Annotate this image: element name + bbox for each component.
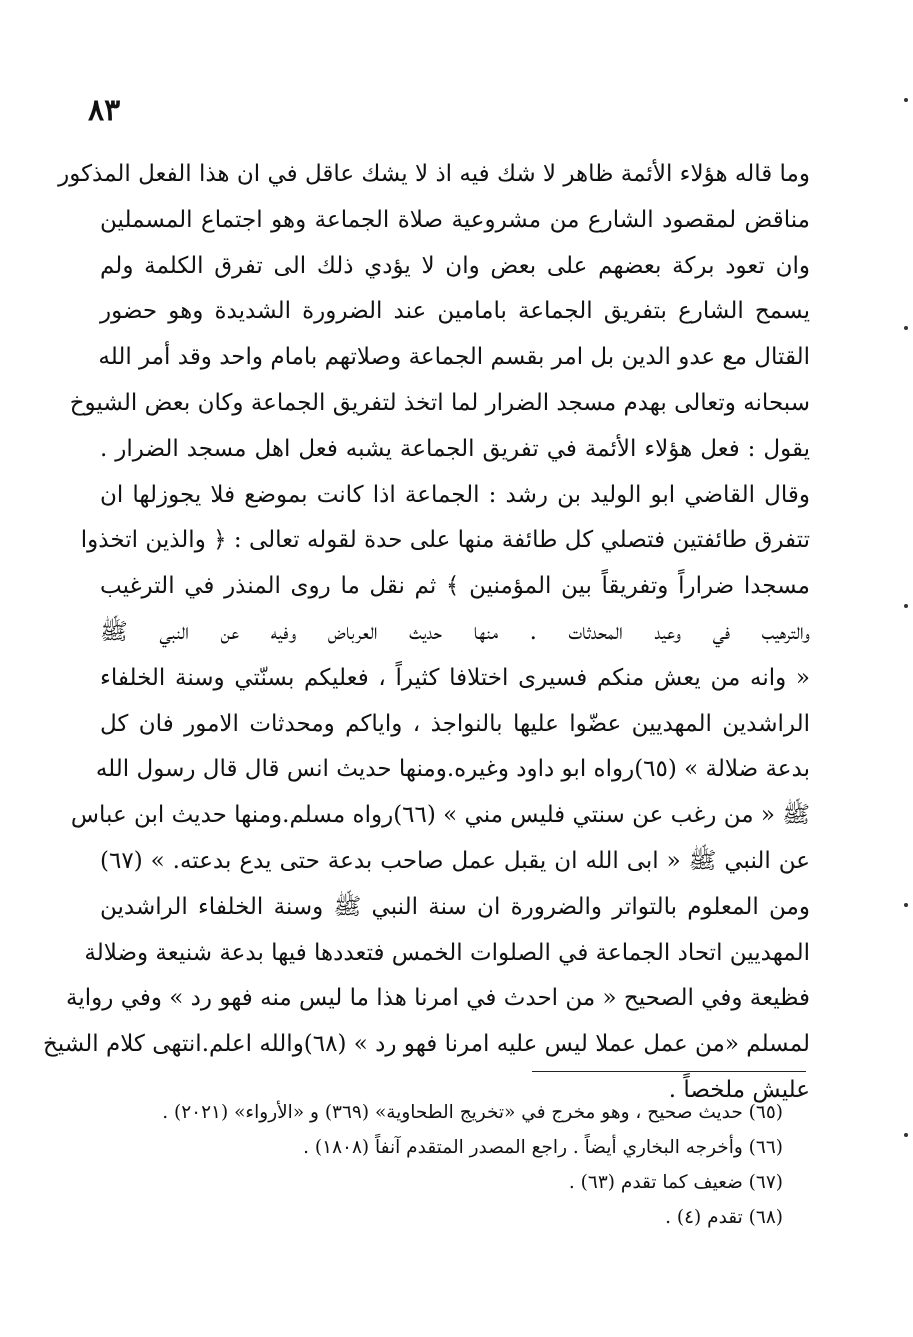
text-line: « وانه من يعش منكم فسيرى اختلافا كثيراً ، فعليكم بسنّتي وسنة الخلفاء <box>100 664 810 691</box>
text-line: ومن المعلوم بالتواتر والضرورة ان سنة النبي ﷺ وسنة الخلفاء الراشدين <box>100 893 810 920</box>
main-text <box>42 152 810 1114</box>
footnote: (٦٥) حديث صحيح ، وهو مخرج في «تخريج الطحاوية» (٣٦٩) و «الأرواء» (٢٠٢١) . <box>162 1102 783 1123</box>
scan-speck <box>904 326 908 330</box>
text-line: يقول : فعل هؤلاء الأئمة في تفريق الجماعة يشبه فعل اهل مسجد الضرار . <box>100 435 810 462</box>
scan-speck <box>904 98 908 102</box>
text-line: وان تعود بركة بعضهم على بعض وان لا يؤدي ذلك الى تفرق الكلمة ولم <box>100 252 810 279</box>
text-line: القتال مع عدو الدين بل امر بقسم الجماعة وصلاتهم بامام واحد وقد أمر الله <box>98 344 810 371</box>
footnote-separator <box>532 1071 806 1072</box>
scan-speck <box>904 1133 908 1137</box>
text-line: الراشدين المهديين عضّوا عليها بالنواجذ ، واياكم ومحدثات الامور فان كل <box>100 710 810 737</box>
text-line: فظيعة وفي الصحيح « من احدث في امرنا هذا ما ليس منه فهو رد » وفي رواية <box>66 985 810 1012</box>
text-line: بدعة ضلالة » (٦٥)رواه ابو داود وغيره.ومنها حديث انس قال قال رسول الله <box>95 756 810 783</box>
text-line: ﷺ « من رغب عن سنتي فليس مني » (٦٦)رواه مسلم.ومنها حديث ابن عباس <box>70 802 810 829</box>
text-line: والترهيب في وعيد المحدثات . منها حديث العرباض وفيه عن النبي ﷺ <box>100 618 810 645</box>
page-number: ٨٣ <box>88 93 121 128</box>
text-line: يسمح الشارع بتفريق الجماعة بامامين عند الضرورة الشديدة وهو حضور <box>100 298 810 325</box>
scan-speck <box>904 903 908 907</box>
text-line: عليش ملخصاً . <box>668 1076 810 1103</box>
footnotes <box>100 1095 783 1235</box>
text-line: لمسلم «من عمل عملا ليس عليه امرنا فهو رد » (٦٨)والله اعلم.انتهى كلام الشيخ <box>42 1031 810 1058</box>
text-line: المهديين اتحاد الجماعة في الصلوات الخمس فتعددها فيها بدعة شنيعة وضلالة <box>84 939 810 966</box>
text-line: مسجدا ضراراً وتفريقاً بين المؤمنين ﴾ ثم نقل ما روى المنذر في الترغيب <box>100 573 810 600</box>
text-line: سبحانه وتعالى بهدم مسجد الضرار لما اتخذ لتفريق الجماعة وكان بعض الشيوخ <box>69 389 810 416</box>
footnote: (٦٨) تقدم (٤) . <box>665 1207 783 1228</box>
text-line: تتفرق طائفتين فتصلي كل طائفة منها على حدة لقوله تعالى : ﴿ والذين اتخذوا <box>80 527 810 554</box>
scan-speck <box>904 604 908 608</box>
text-line: وقال القاضي ابو الوليد بن رشد : الجماعة اذا كانت بموضع فلا يجوزلها ان <box>100 481 810 508</box>
text-line: وما قاله هؤلاء الأئمة ظاهر لا شك فيه اذ لا يشك عاقل في ان هذا الفعل المذكور <box>58 161 810 187</box>
text-line: عن النبي ﷺ « ابى الله ان يقبل عمل صاحب بدعة حتى يدع بدعته. » (٦٧) <box>100 847 810 874</box>
footnote: (٦٧) ضعيف كما تقدم (٦٣) . <box>568 1172 783 1193</box>
footnote: (٦٦) وأخرجه البخاري أيضاً . راجع المصدر المتقدم آنفاً (١٨٠٨) . <box>303 1137 783 1158</box>
text-line: مناقض لمقصود الشارع من مشروعية صلاة الجماعة وهو اجتماع المسملين <box>100 206 810 233</box>
